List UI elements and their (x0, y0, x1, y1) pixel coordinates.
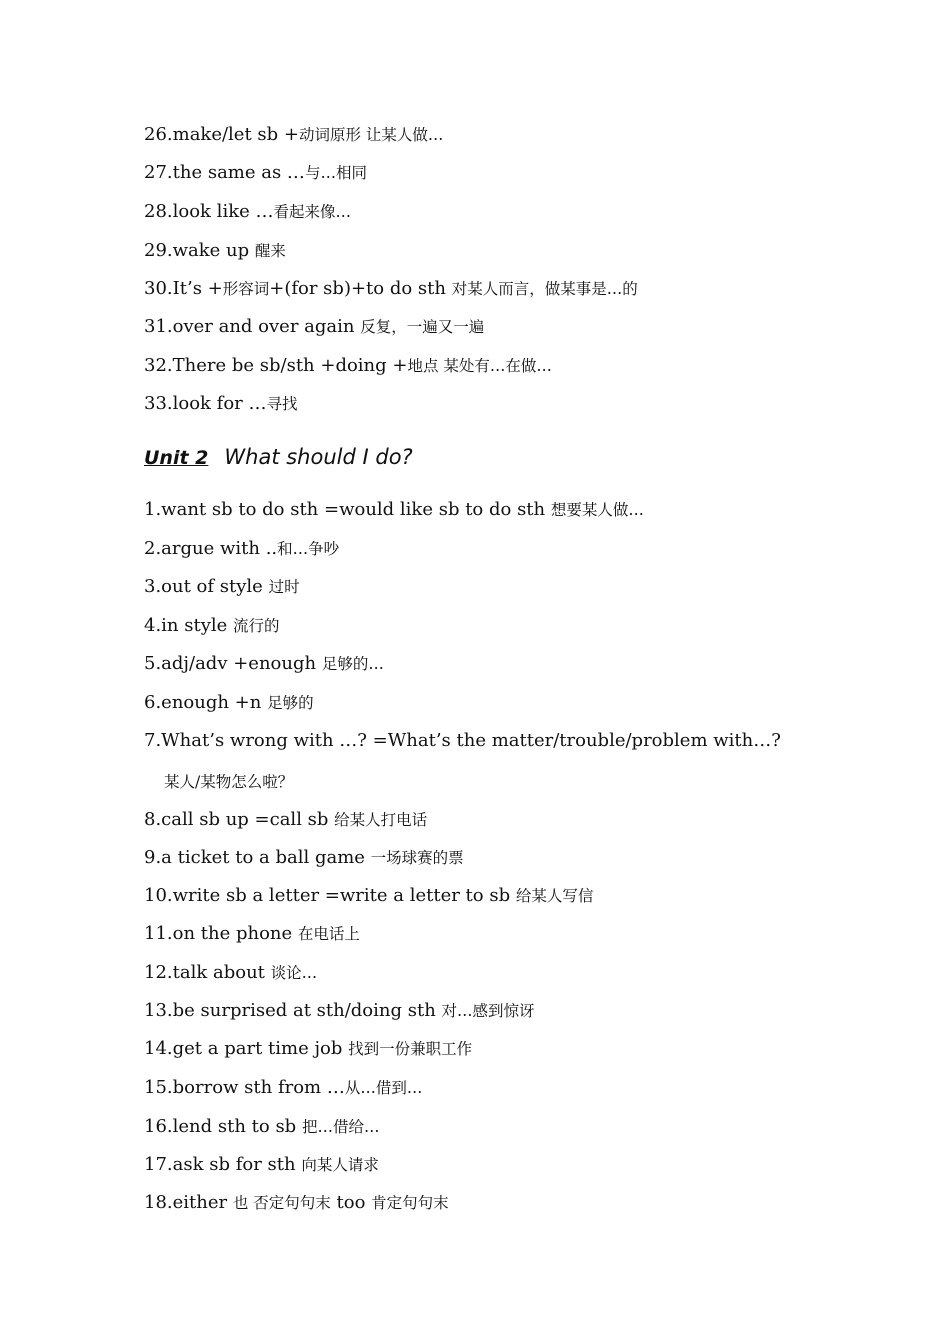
list-item (144, 614, 280, 638)
phrase-text: 16.lend sth to sb (144, 1116, 302, 1137)
phrase-text: 33.look for … (144, 393, 267, 414)
list-item (144, 808, 427, 832)
list-item (144, 537, 339, 561)
meaning-text: 流行的 (233, 617, 280, 635)
meaning-text: 给某人打电话 (334, 811, 428, 829)
phrase-text: 17.ask sb for sth (144, 1154, 302, 1175)
meaning-text: 把…借给… (301, 1118, 380, 1136)
list-item (144, 652, 384, 676)
phrase-text: 32.There be sb/sth +doing + (144, 355, 408, 376)
phrase-text: 1.want sb to do sth =would like sb to do sth (144, 499, 551, 520)
phrase-text: 26.make/let sb + (144, 124, 299, 145)
list-item (144, 1153, 379, 1177)
phrase-text: 30.It’s + (144, 278, 223, 299)
meaning-text: 醒来 (254, 242, 286, 260)
meaning-text: 某人/某物怎么啦？ (164, 773, 294, 791)
list-item (144, 846, 464, 870)
meaning-text: 足够的… (321, 655, 384, 673)
list-item (144, 277, 638, 301)
phrase-text: 18.either (144, 1192, 233, 1213)
meaning-text: 想要某人做… (550, 501, 644, 519)
meaning-text: 一场球赛的票 (370, 849, 464, 867)
meaning-text: 对…感到惊讶 (441, 1002, 535, 1020)
phrase-text: 28.look like … (144, 201, 274, 222)
phrase-text: 14.get a part time job (144, 1038, 349, 1059)
phrase-text: 5.adj/adv +enough (144, 653, 322, 674)
list-item (144, 999, 535, 1023)
meaning-text: 谈论… (270, 964, 318, 982)
list-item (144, 123, 443, 147)
phrase-text: 10.write sb a letter =write a letter to sb (144, 885, 516, 906)
phrase-text: too (330, 1192, 372, 1213)
meaning-text: 也 否定句句末 (232, 1194, 331, 1212)
list-item (144, 498, 644, 522)
meaning-text: 寻找 (266, 395, 298, 413)
phrase-text: 6.enough +n (144, 692, 268, 713)
meaning-text: 动词原形 让某人做… (298, 126, 444, 144)
list-item-continuation (164, 770, 293, 794)
phrase-text: 15.borrow sth from … (144, 1077, 345, 1098)
list-item (144, 922, 360, 946)
unit-label: Unit 2 (144, 447, 209, 469)
list-item (144, 239, 286, 263)
list-item (144, 961, 317, 985)
unit-title: What should I do? (224, 445, 413, 469)
phrase-text: 29.wake up (144, 240, 255, 261)
phrase-text: 13.be surprised at sth/doing sth (144, 1000, 442, 1021)
meaning-text: 向某人请求 (301, 1156, 379, 1174)
meaning-text: 地点 某处有…在做… (407, 357, 552, 375)
list-item (144, 354, 552, 378)
meaning-text: 肯定句句末 (371, 1194, 449, 1212)
list-item (144, 691, 314, 715)
phrase-text: 3.out of style (144, 576, 269, 597)
meaning-text: 反复，一遍又一遍 (360, 318, 485, 336)
meaning-text: 与…相同 (304, 164, 367, 182)
meaning-text: 在电话上 (297, 925, 360, 943)
unit-heading (144, 443, 413, 472)
phrase-text: +(for sb)+to do sth (269, 278, 452, 299)
phrase-text: 27.the same as … (144, 162, 305, 183)
meaning-text: 和…争吵 (277, 540, 340, 558)
meaning-text: 从…借到… (344, 1079, 423, 1097)
meaning-text: 给某人写信 (515, 887, 594, 905)
meaning-text: 足够的 (267, 694, 314, 712)
meaning-text: 对某人而言，做某事是…的 (451, 280, 638, 298)
phrase-text: 8.call sb up =call sb (144, 809, 335, 830)
meaning-text: 过时 (268, 578, 300, 596)
list-item (144, 575, 300, 599)
meaning-text: 找到一份兼职工作 (348, 1040, 473, 1058)
phrase-text: 9.a ticket to a ball game (144, 847, 371, 868)
phrase-text: 4.in style (144, 615, 234, 636)
list-item (144, 1037, 472, 1061)
phrase-text: 11.on the phone (144, 923, 298, 944)
phrase-text: 7.What’s wrong with …? =What’s the matter/trouble/problem with…? (144, 730, 781, 751)
list-item (144, 1076, 422, 1100)
list-item (144, 1115, 379, 1139)
phrase-text: 12.talk about (144, 962, 271, 983)
list-item (144, 200, 351, 224)
list-item (144, 315, 484, 339)
list-item (144, 392, 298, 416)
meaning-text: 看起来像… (273, 203, 351, 221)
phrase-text: 31.over and over again (144, 316, 361, 337)
phrase-text: 2.argue with .. (144, 538, 278, 559)
list-item (144, 161, 367, 185)
list-item (144, 884, 593, 908)
list-item (144, 1191, 449, 1215)
list-item (144, 729, 781, 753)
meaning-text: 形容词 (222, 280, 270, 298)
